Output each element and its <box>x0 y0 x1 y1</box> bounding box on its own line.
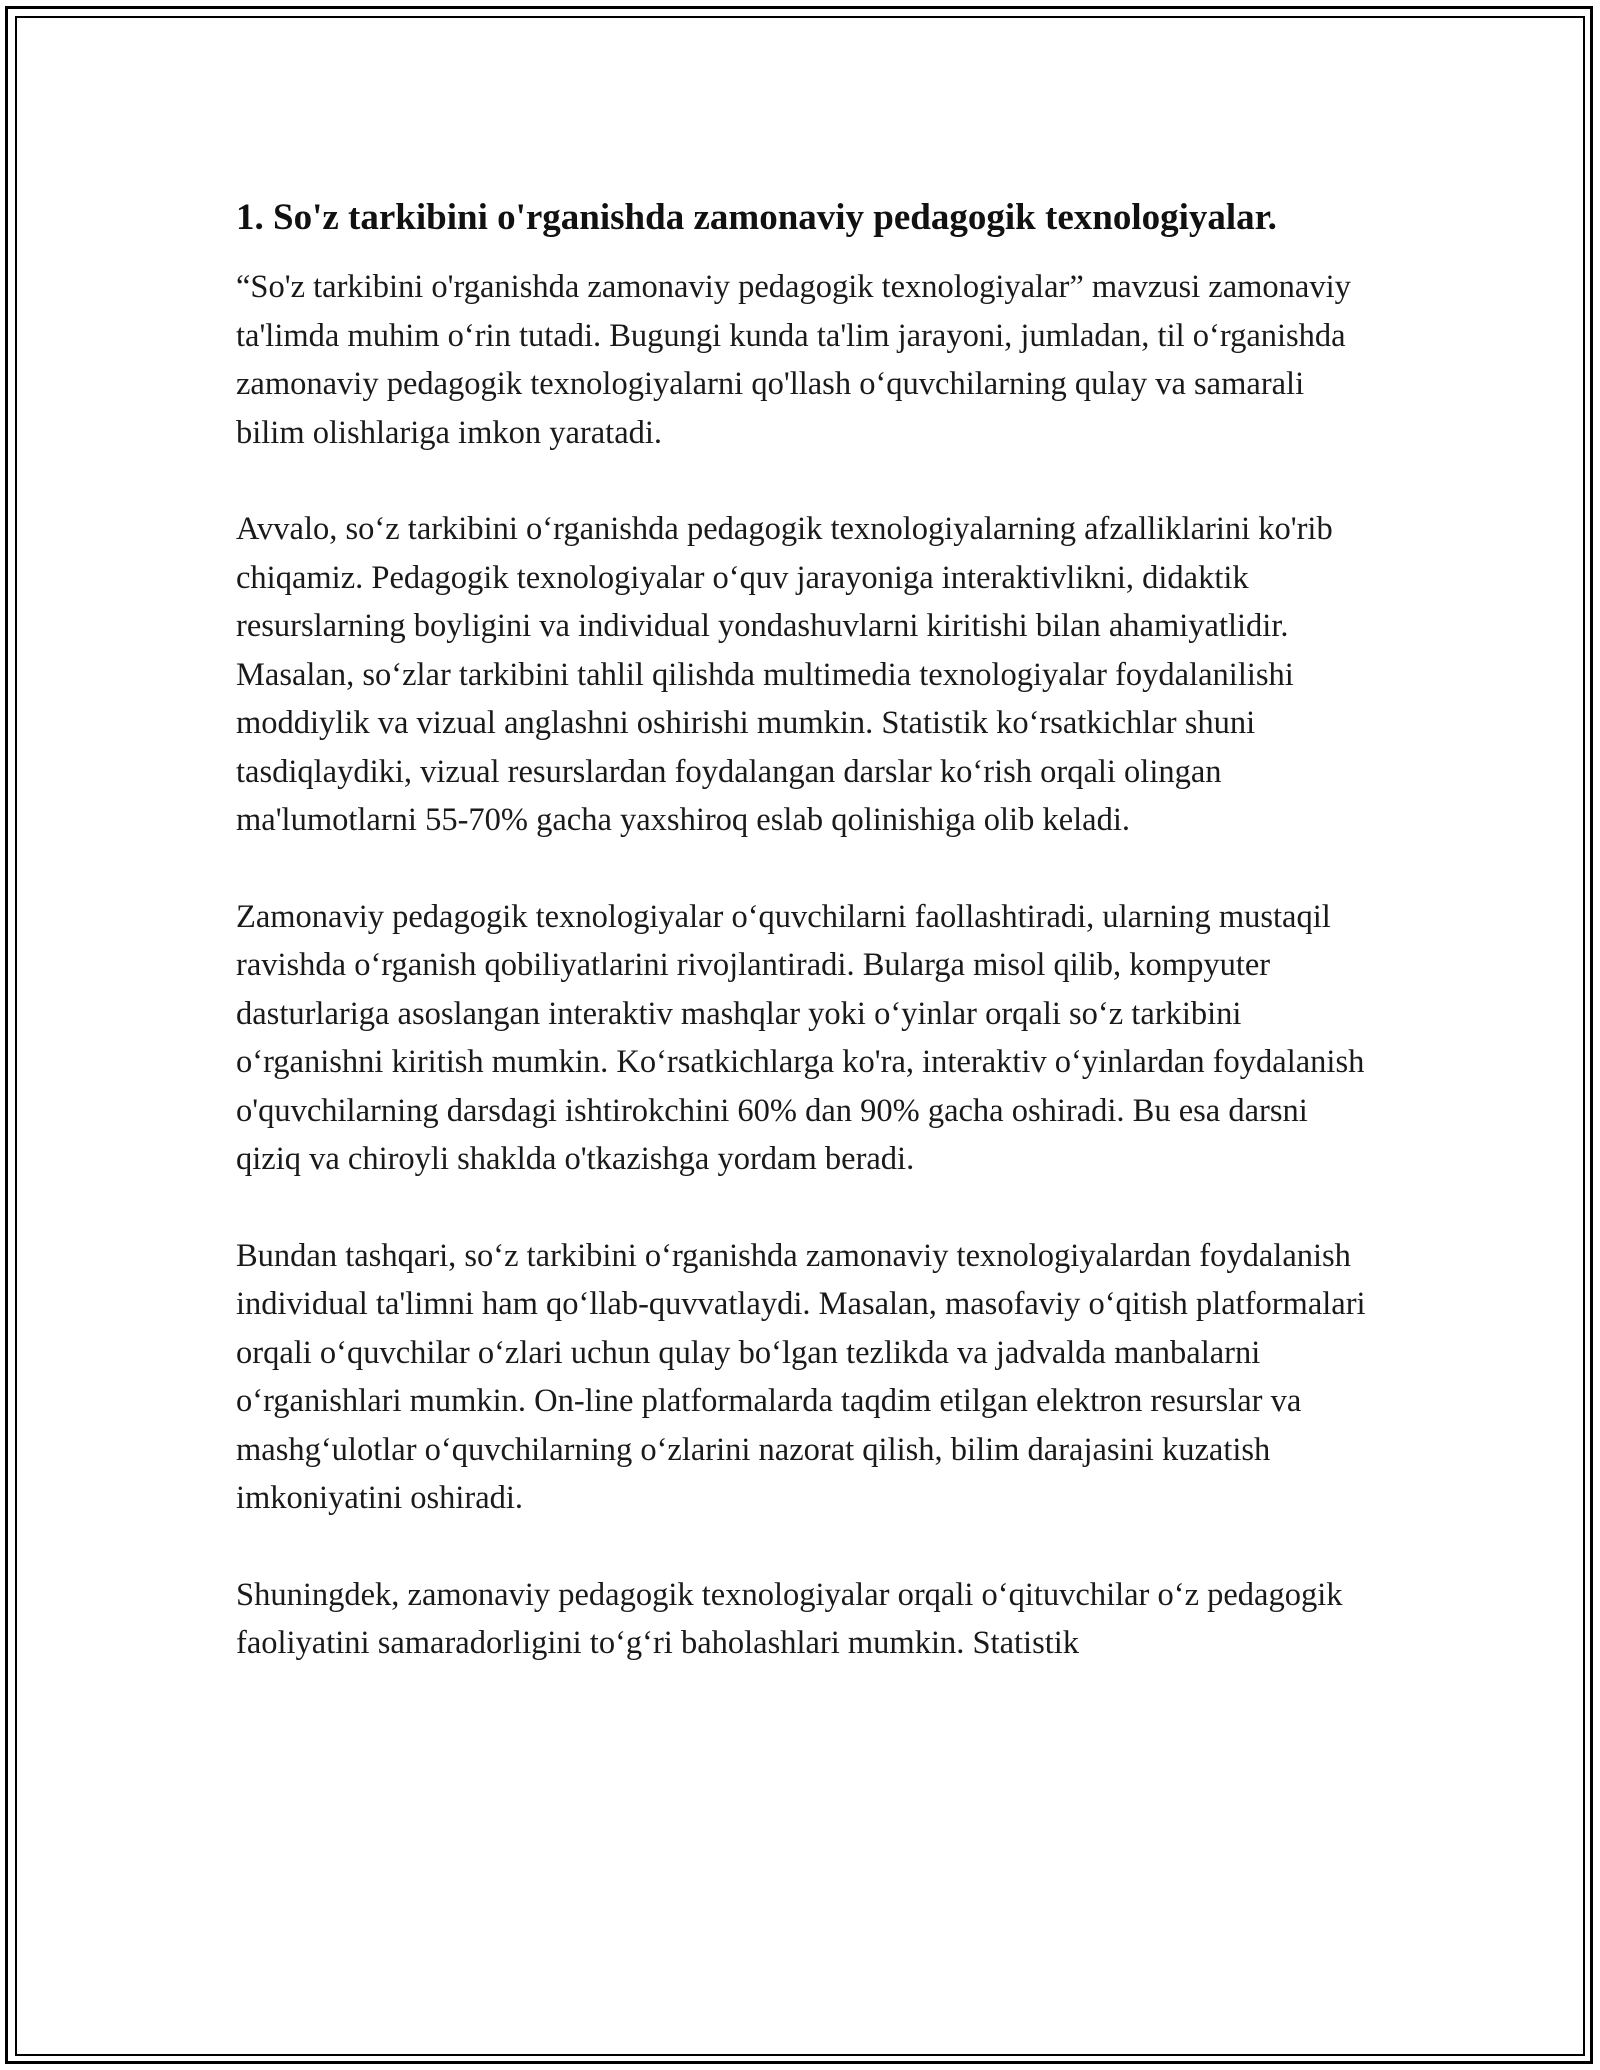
document-heading: 1. So'z tarkibini o'rganishda zamonaviy pedagogik texnologiyalar. <box>236 197 1277 238</box>
paragraph-2: Avvalo, so‘z tarkibini o‘rganishda pedagogik texnologiyalarning afzalliklarini ko'rib chiqamiz. Pedagogik texnologiyalar o‘quv jarayoniga interaktivlikni, didaktik resurslarning boyligini va individual yondashuvlarni kiritishi bilan ahamiyatlidir. Masalan, so‘zlar tarkibini tahlil qilishda multimedia texnologiyalar foydalanilishi moddiylik va vizual anglashni oshirishi mumkin. Statistik ko‘rsatkichlar shuni tasdiqlaydiki, vizual resurslardan foydalangan darslar ko‘rish orqali olingan ma'lumotlarni 55-70% gacha yaxshiroq eslab qolinishiga olib keladi. <box>236 511 1333 838</box>
paragraph-3: Zamonaviy pedagogik texnologiyalar o‘quvchilarni faollashtiradi, ularning mustaqil ravishda o‘rganish qobiliyatlarini rivojlantiradi. Bularga misol qilib, kompyuter dasturlariga asoslangan interaktiv mashqlar yoki o‘yinlar orqali so‘z tarkibini o‘rganishni kiritish mumkin. Ko‘rsatkichlarga ko'ra, interaktiv o‘yinlardan foydalanish o'quvchilarning darsdagi ishtirokchini 60% dan 90% gacha oshiradi. Bu esa darsni qiziq va chiroyli shaklda o'tkazishga yordam beradi. <box>236 898 1365 1177</box>
document-body <box>236 190 1366 1716</box>
paragraph-1: “So'z tarkibini o'rganishda zamonaviy pedagogik texnologiyalar” mavzusi zamonaviy ta'limda muhim o‘rin tutadi. Bugungi kunda ta'lim jarayoni, jumladan, til o‘rganishda zamonaviy pedagogik texnologiyalarni qo'llash o‘quvchilarning qulay va samarali bilim olishlariga imkon yaratadi. <box>236 269 1351 451</box>
paragraph-5: Shuningdek, zamonaviy pedagogik texnologiyalar orqali o‘qituvchilar o‘z pedagogik faoliyatini samaradorligini to‘g‘ri baholashlari mumkin. Statistik <box>236 1576 1343 1661</box>
paragraph-4: Bundan tashqari, so‘z tarkibini o‘rganishda zamonaviy texnologiyalardan foydalanish individual ta'limni ham qo‘llab-quvvatlaydi. Masalan, masofaviy o‘qitish platformalari orqali o‘quvchilar o‘zlari uchun qulay bo‘lgan tezlikda va jadvalda manbalarni o‘rganishlari mumkin. On-line platformalarda taqdim etilgan elektron resurslar va mashg‘ulotlar o‘quvchilarning o‘zlarini nazorat qilish, bilim darajasini kuzatish imkoniyatini oshiradi. <box>236 1237 1366 1516</box>
